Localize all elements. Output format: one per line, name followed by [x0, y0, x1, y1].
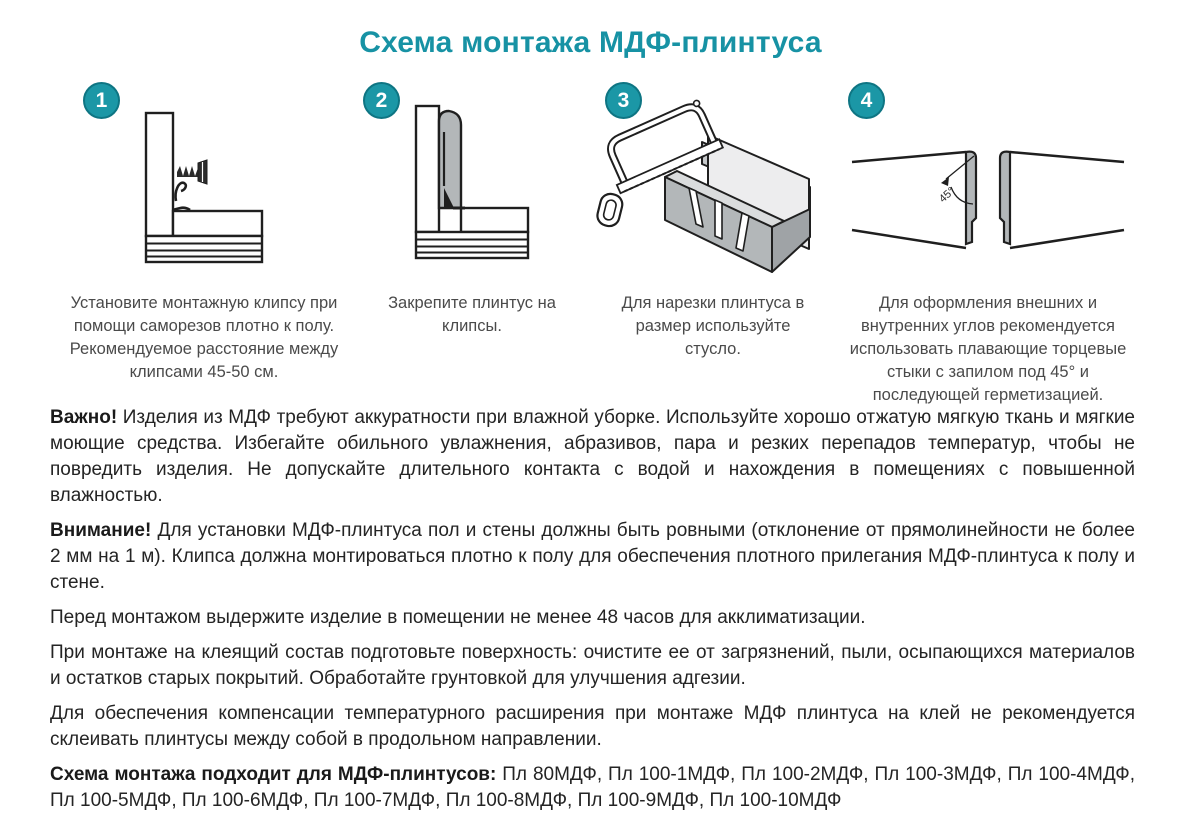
step-4: [838, 78, 1138, 407]
clip-screw-to-wall-icon: [143, 111, 265, 265]
note-acclimatization-text: Перед монтажом выдержите изделие в помещении не менее 48 часов для акклиматизации.: [50, 607, 866, 628]
corner-joint-45deg-icon: [850, 146, 1126, 266]
notes-section: [50, 405, 1135, 823]
step-4-caption: Для оформления внешних и внутренних углов рекомендуется использовать плавающие торцевые стыки с запилом под 45° и последующей герметизацией.: [849, 294, 1127, 404]
angle-45-label: 45°: [936, 185, 958, 206]
saw-handle-shape: [595, 192, 624, 228]
step-4-illustration-area: [838, 78, 1138, 290]
plinth-profile-shape: [439, 111, 461, 208]
note-compatible-models-lead: Схема монтажа подходит для МДФ-плинтусов:: [50, 764, 497, 785]
step-1-caption: Установите монтажную клипсу при помощи саморезов плотно к полу. Рекомендуемое расстояние между клипсами 45-50 см.: [69, 294, 339, 381]
note-important-text: Изделия из МДФ требуют аккуратности при влажной уборке. Используйте хорошо отжатую мягкую ткань и мягкие моющие средства. Избегайте обильного увлажнения, абразивов, пара и резких перепадов температур, чтобы не повредить изделия. Не допускайте длительного контакта с водой и нахождения в помещениях с повышенной влажностью.: [50, 407, 1135, 506]
plinth-on-clips-icon: [413, 104, 531, 264]
floor-slab-shape: [173, 211, 262, 236]
note-acclimatization: [50, 605, 1135, 631]
note-attention-lead: Внимание!: [50, 520, 152, 541]
step-3-number: 3: [617, 88, 630, 112]
note-important-lead: Важно!: [50, 407, 118, 428]
step-3-caption: Для нарезки плинтуса в размер используйте стусло.: [621, 294, 805, 358]
floor-slab-shape: [461, 208, 528, 232]
step-2-number: 2: [375, 88, 388, 112]
step-1-number-badge: [83, 82, 120, 119]
screw-icon: [177, 160, 207, 184]
floor-layers-shape: [146, 236, 262, 262]
step-1-number: 1: [95, 88, 108, 112]
note-important: [50, 405, 1135, 509]
note-attention: [50, 518, 1135, 596]
floor-layers-shape: [416, 232, 528, 258]
step-4-number: 4: [860, 88, 873, 112]
note-glue-surface-prep-text: При монтаже на клеящий состав подготовьте поверхность: очистите ее от загрязнений, пыли, осыпающихся материалов и остатков старых покрытий. Обработайте грунтовкой для улучшения адгезии.: [50, 642, 1135, 689]
step-3: [588, 78, 838, 361]
wall-shape: [146, 113, 173, 236]
note-glue-surface-prep: [50, 640, 1135, 692]
step-2-caption: Закрепите плинтус на клипсы.: [388, 294, 556, 335]
wall-shape: [416, 106, 439, 232]
left-plinth-piece: [852, 152, 976, 248]
mounting-clip-shape: [176, 183, 186, 201]
step-2-number-badge: [363, 82, 400, 119]
step-2: [362, 78, 582, 338]
step-3-number-badge: [605, 82, 642, 119]
note-compatible-models: [50, 762, 1135, 814]
note-compatible-models-text: Пл 80МДФ, Пл 100-1МДФ, Пл 100-2МДФ, Пл 100-3МДФ, Пл 100-4МДФ, Пл 100-5МДФ, Пл 100-6МДФ, Пл 100-7МДФ, Пл 100-8МДФ, Пл 100-9МДФ, Пл 100-10МДФ: [50, 764, 1135, 811]
note-attention-text: Для установки МДФ-плинтуса пол и стены должны быть ровными (отклонение от прямолинейности не более 2 мм на 1 м). Клипса должна монтироваться плотно к полу для обеспечения плотного прилегания МДФ-плинтуса к полу и стене.: [50, 520, 1135, 593]
note-thermal-expansion: [50, 701, 1135, 753]
step-1: [48, 78, 360, 384]
step-4-number-badge: [848, 82, 885, 119]
note-thermal-expansion-text: Для обеспечения компенсации температурного расширения при монтаже МДФ плинтуса на клей не рекомендуется склеивать плинтусы между собой в продольном направлении.: [50, 703, 1135, 750]
right-plinth-piece: [1000, 152, 1124, 248]
page-title: Схема монтажа МДФ-плинтуса: [359, 26, 822, 59]
